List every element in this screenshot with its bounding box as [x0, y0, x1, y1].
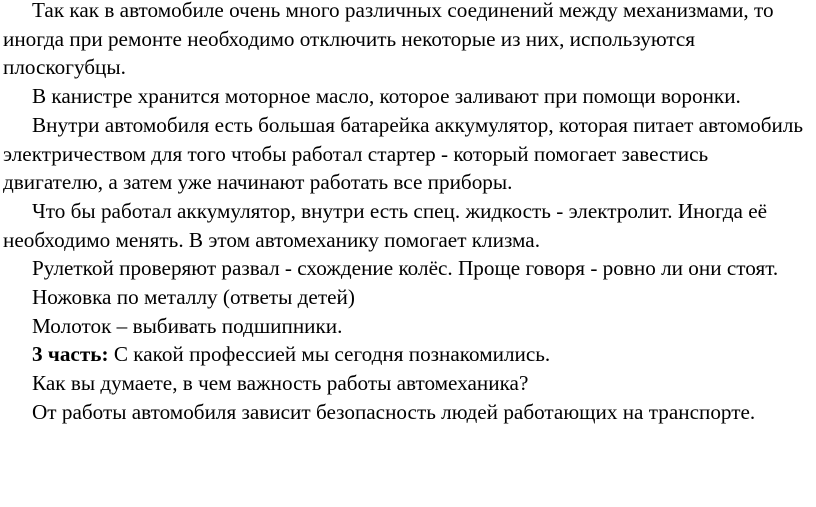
paragraph-hammer: Молоток – выбивать подшипники. [32, 313, 343, 338]
part3-label: 3 часть: [32, 342, 109, 367]
paragraph-question: Как вы думаете, в чем важность работы автомеханика? [32, 371, 529, 396]
paragraph-safety: От работы автомобиля зависит безопасность людей работающих на транспорте. [32, 399, 756, 424]
paragraph-tape-measure: Рулеткой проверяют развал - схождение колёс. Проще говоря - ровно ли они стоят. [32, 256, 779, 281]
paragraph-battery: Внутри автомобиля есть большая батарейка аккумулятор, которая питает автомобиль электричеством для того чтобы работал стартер - который помогает завестись двигателю, а затем уже начинают работать все приборы. [3, 112, 804, 195]
paragraph-electrolyte: Что бы работал аккумулятор, внутри есть спец. жидкость - электролит. Иногда её необходимо менять. В этом автомеханику помогает клизма. [3, 198, 768, 252]
part3-text: С какой профессией мы сегодня познакомились. [108, 342, 551, 367]
paragraph-canister: В канистре хранится моторное масло, которое заливают при помощи воронки. [32, 84, 741, 109]
paragraph-part3 [3, 340, 813, 369]
paragraph-pliers: Так как в автомобиле очень много различных соединений между механизмами, то иногда при ремонте необходимо отключить некоторые из них, используются плоскогубцы. [3, 0, 774, 80]
paragraph-hacksaw: Ножовка по металлу (ответы детей) [32, 285, 355, 310]
